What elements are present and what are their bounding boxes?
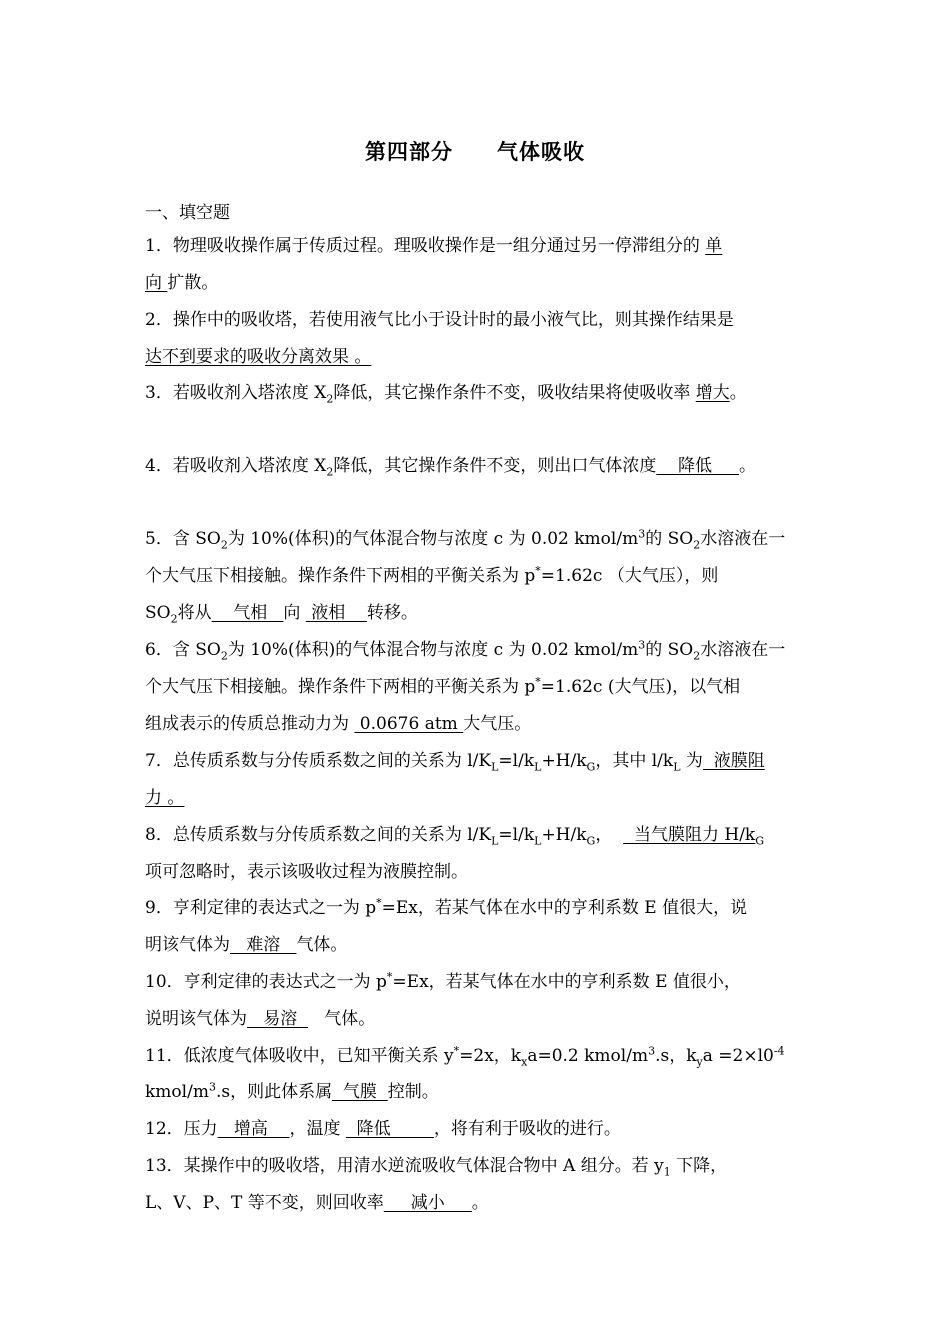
q6-line2: 个大气压下相接触。操作条件下两相的平衡关系为 p*=1.62c (大气压)，以气相 [145, 675, 741, 697]
q2-line2 [145, 345, 371, 369]
q9-line1: 9．亨利定律的表达式之一为 p*=Ex，若某气体在水中的亨利系数 E 值很大，说 [145, 896, 748, 918]
q2-answer: 达不到要求的吸收分离效果 。 [145, 347, 372, 367]
q5-line1: 5．含 $SO_2$为 10%(体积)的气体混合物与浓度 c 为 0.02 kmol/$m^3$的 $SO_2$水溶液在一 [145, 527, 786, 552]
q5-line3: $SO_2$将从 气相 向 液相 转移。 [145, 603, 418, 626]
q5-line2: 个大气压下相接触。操作条件下两相的平衡关系为 p*=1.62c （大气压），则 [145, 564, 719, 586]
q12-answer-2: 降低 [345, 1119, 434, 1139]
title-part: 第四部分 [365, 139, 453, 164]
q7-answer-cont: 力 。 [145, 788, 185, 808]
q6-line1: 6．含 $SO_2$为 10%(体积)的气体混合物与浓度 c 为 0.02 kmol/$m^3$的 $SO_2$水溶液在一 [145, 638, 786, 663]
q10-line1: 10．亨利定律的表达式之一为 p*=Ex，若某气体在水中的亨利系数 E 值很小， [145, 970, 741, 992]
q8-line2: 项可忽略时，表示该吸收过程为液膜控制。 [145, 862, 468, 882]
q12-answer-1: 增高 [217, 1119, 290, 1139]
q9-line2: 明该气体为 难溶 气体。 [145, 935, 348, 955]
q10-answer: 易溶 [247, 1009, 309, 1029]
q1-line1: 1．物理吸收操作属于传质过程。理吸收操作是一组分通过另一停滞组分的 单 [145, 236, 723, 256]
q4-answer: 降低 [656, 456, 739, 476]
section-heading: 一、填空题 [145, 203, 230, 223]
q6-line3: 组成表示的传质总推动力为 0.0676 atm 大气压。 [145, 714, 532, 734]
q11-line2: kmol/$m^3.s$，则此体系属 气膜 控制。 [145, 1080, 439, 1102]
q12-line: 12．压力 增高 ，温度 降低 ，将有利于吸收的进行。 [145, 1119, 621, 1139]
q3-line: 3．若吸收剂入塔浓度 $X_2$降低，其它操作条件不变，吸收结果将使吸收率 增大。 [145, 383, 747, 406]
q13-line2: L、V、P、T 等不变，则回收率 减小 。 [145, 1193, 489, 1213]
q7-line1: 7．总传质系数与分传质系数之间的关系为 $l/K_L=l/k_L+H/k_G$，其中 $l/k_L$ 为 液膜阻 [145, 751, 765, 774]
q3-answer: 增大 [695, 383, 730, 403]
q1-answer: 单 [705, 236, 723, 256]
q2-line1: 2．操作中的吸收塔，若使用液气比小于设计时的最小液气比，则其操作结果是 [145, 310, 734, 330]
q8-line1: 8．总传质系数与分传质系数之间的关系为 $l/K_L=l/k_L+H/k_G$， 当气膜阻力 $H/k_G$ [145, 825, 765, 848]
q6-answer: 0.0676 atm [354, 714, 464, 734]
q9-answer: 难溶 [230, 935, 297, 955]
q11-line1: 11．低浓度气体吸收中，已知平衡关系 y*=2x，$k_xa=0.2$ kmol/$m^3.s$，$k_ya =2\times l0^{-4}$ [145, 1044, 785, 1069]
q5-answer-2: 液相 [305, 603, 367, 623]
q8-answer: 当气膜阻力 $H/k_G$ [623, 825, 765, 848]
q13-line1: 13．某操作中的吸收塔，用清水逆流吸收气体混合物中 A 组分。若 $y_1$ 下降， [145, 1156, 728, 1179]
q7-line2 [145, 786, 184, 810]
q10-line2: 说明该气体为 易溶 气体。 [145, 1009, 376, 1029]
q5-answer-1: 气相 [211, 603, 284, 623]
q4-line: 4．若吸收剂入塔浓度 $X_2$降低，其它操作条件不变，则出口气体浓度 降低 。 [145, 456, 756, 479]
title-subject: 气体吸收 [497, 139, 585, 164]
page-title [0, 136, 950, 166]
q13-answer: 减小 [383, 1193, 472, 1213]
q1-answer-cont: 向 [145, 273, 168, 293]
q7-answer: 液膜阻 [702, 751, 765, 771]
q1-line2: 向 扩散。 [145, 273, 219, 293]
q11-answer: 气膜 [332, 1082, 388, 1102]
